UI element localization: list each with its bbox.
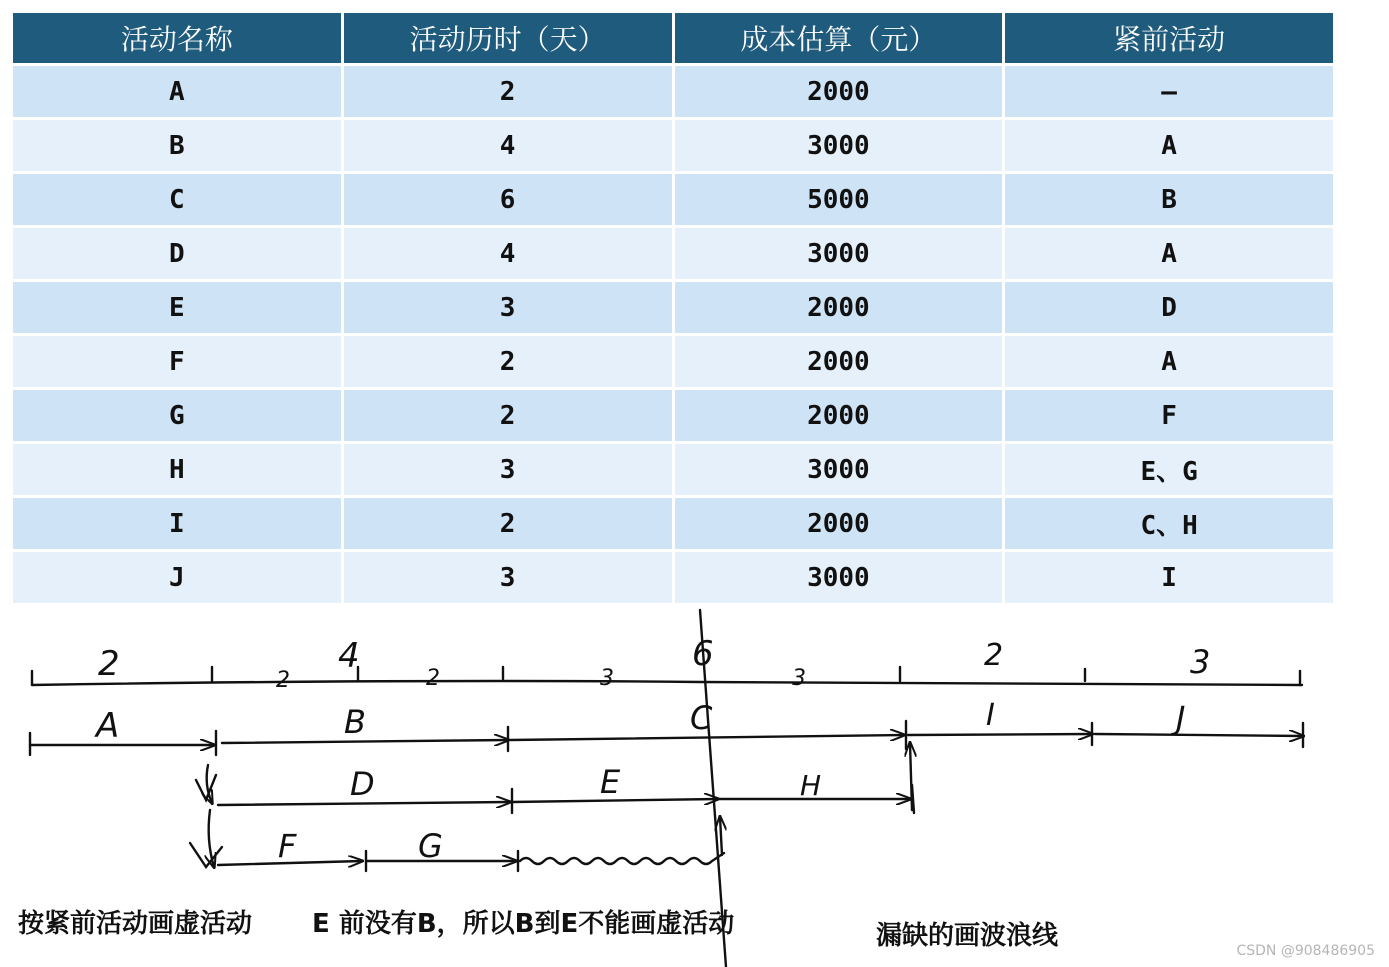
- activity-label-G: G: [418, 827, 443, 865]
- table-row: [13, 66, 1333, 117]
- activity-label-I: I: [986, 698, 995, 733]
- table-cell: J: [13, 552, 341, 603]
- table-cell: 3000: [675, 444, 1003, 495]
- scale-small: 3: [792, 666, 806, 691]
- table-cell: G: [13, 390, 341, 441]
- table-cell: 2: [344, 498, 672, 549]
- table-row: [13, 444, 1333, 495]
- table-cell: 2000: [675, 282, 1003, 333]
- table-cell: 2000: [675, 498, 1003, 549]
- table-cell: 3000: [675, 228, 1003, 279]
- wavy-line-G: [520, 853, 724, 864]
- note-b-to-e: E 前没有B，所以B到E不能画虚活动: [312, 909, 735, 939]
- dummy-up-to-H: [720, 817, 722, 855]
- table-cell: D: [1005, 282, 1333, 333]
- activity-table: [10, 10, 1336, 606]
- table-cell: 4: [344, 120, 672, 171]
- scale-number: 3: [1190, 643, 1211, 681]
- table-cell: 4: [344, 228, 672, 279]
- table-cell: 2000: [675, 390, 1003, 441]
- table-cell: F: [13, 336, 341, 387]
- table-cell: A: [1005, 228, 1333, 279]
- table-cell: E、G: [1005, 444, 1333, 495]
- table-cell: 3000: [675, 552, 1003, 603]
- table-row: [13, 390, 1333, 441]
- table-cell: D: [13, 228, 341, 279]
- activity-label-A: A: [96, 706, 120, 746]
- time-scale-line: [32, 681, 1302, 685]
- activity-label-B: B: [344, 703, 366, 741]
- col-header-predecessor: 紧前活动: [1005, 13, 1333, 63]
- col-header-cost: 成本估算（元）: [675, 13, 1003, 63]
- table-cell: 5000: [675, 174, 1003, 225]
- table-cell: 3: [344, 444, 672, 495]
- col-header-activity-name: 活动名称: [13, 13, 341, 63]
- table-cell: 2: [344, 390, 672, 441]
- table-cell: 3000: [675, 120, 1003, 171]
- scale-small: 2: [276, 668, 290, 693]
- table-cell: E: [13, 282, 341, 333]
- table-cell: 2000: [675, 336, 1003, 387]
- table-cell: I: [1005, 552, 1333, 603]
- watermark: CSDN @908486905: [1236, 943, 1375, 959]
- table-cell: A: [13, 66, 341, 117]
- table-row: [13, 282, 1333, 333]
- table-cell: 3: [344, 552, 672, 603]
- table-cell: 2000: [675, 66, 1003, 117]
- arrow-J: [1095, 734, 1303, 736]
- col-header-duration: 活动历时（天）: [344, 13, 672, 63]
- scale-number: 2: [98, 644, 120, 684]
- table-cell: I: [13, 498, 341, 549]
- activity-label-D: D: [350, 765, 375, 803]
- table-row: [13, 336, 1333, 387]
- table-cell: 6: [344, 174, 672, 225]
- table-cell: 2: [344, 66, 672, 117]
- table-cell: C、H: [1005, 498, 1333, 549]
- table-cell: C: [13, 174, 341, 225]
- table-row: [13, 498, 1333, 549]
- table-cell: 3: [344, 282, 672, 333]
- table-row: [13, 120, 1333, 171]
- activity-label-H: H: [800, 769, 822, 802]
- scale-number: 4: [338, 636, 360, 676]
- activity-label-F: F: [278, 827, 297, 865]
- table-cell: A: [1005, 120, 1333, 171]
- table-cell: —: [1005, 66, 1333, 117]
- table-body: [13, 66, 1333, 603]
- table-row: [13, 174, 1333, 225]
- table-cell: A: [1005, 336, 1333, 387]
- arrow-I: [908, 734, 1092, 735]
- activity-label-E: E: [600, 763, 621, 801]
- scale-small: 2: [426, 666, 440, 691]
- scale-number: 6: [692, 634, 714, 674]
- network-diagram: [0, 605, 1389, 967]
- note-dummy-activity: 按紧前活动画虚活动: [18, 909, 253, 939]
- dummy-mark: [190, 843, 222, 867]
- activity-label-J: J: [1176, 699, 1186, 737]
- table-cell: B: [1005, 174, 1333, 225]
- table-cell: H: [13, 444, 341, 495]
- scale-number: 2: [984, 638, 1004, 673]
- table-row: [13, 552, 1333, 603]
- activity-label-C: C: [690, 699, 713, 737]
- table-cell: B: [13, 120, 341, 171]
- table-cell: 2: [344, 336, 672, 387]
- table-row: [13, 228, 1333, 279]
- table-cell: F: [1005, 390, 1333, 441]
- table-header-row: [13, 13, 1333, 63]
- note-wavy-line: 漏缺的画波浪线: [876, 921, 1059, 951]
- scale-small: 3: [600, 666, 614, 691]
